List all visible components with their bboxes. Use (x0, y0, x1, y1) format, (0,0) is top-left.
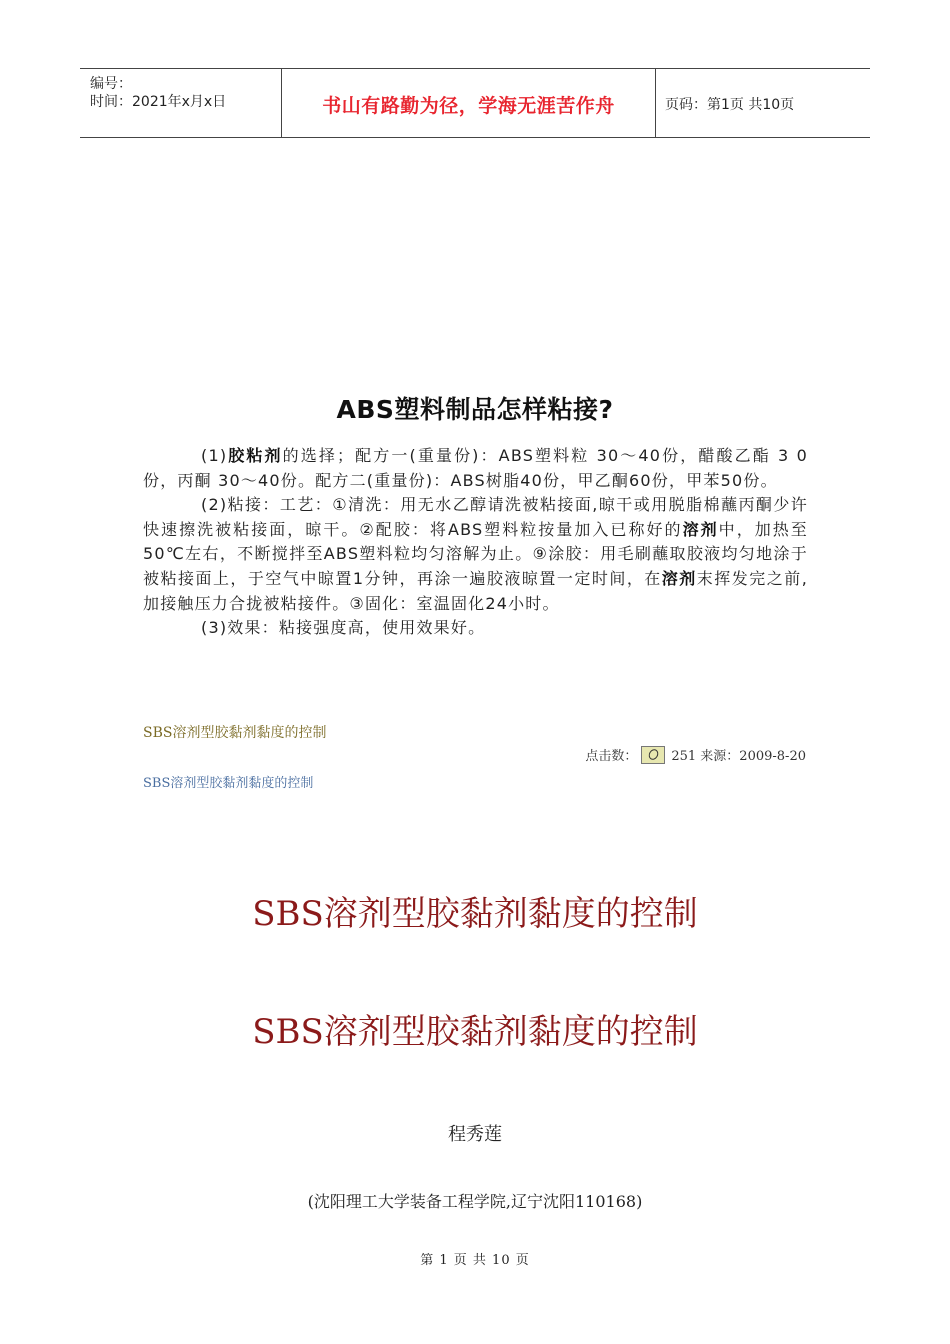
article-title: ABS塑料制品怎样粘接? (336, 395, 614, 424)
para1-text: 的选择；配方一(重量份)：ABS塑料粒 30～40份，醋酸乙酯 3 0份，丙酮 30～40份。配方二(重量份)：ABS树脂40份，甲乙酮60份，甲苯50份。 (143, 446, 808, 490)
subtitle-link[interactable]: SBS溶剂型胶黏剂黏度的控制 (143, 776, 314, 791)
article-body (143, 444, 808, 641)
keyword-solvent-2: 溶剂 (661, 568, 697, 588)
para1-prefix: (1) (201, 446, 228, 465)
author-name: 程秀莲 (448, 1124, 502, 1145)
motto: 书山有路勤为径，学海无涯苦作舟 (322, 95, 615, 117)
header-table (80, 68, 870, 138)
clicks-source: 251 来源：2009-8-20 (671, 749, 806, 764)
page-footer: 第 1 页 共 10 页 (420, 1253, 530, 1268)
keyword-adhesive: 胶粘剂 (227, 446, 283, 465)
number-label: 编号： (90, 76, 132, 92)
big-title-1: SBS溶剂型胶黏剂黏度的控制 (252, 894, 698, 934)
page-info: 页码：第1页 共10页 (665, 97, 795, 113)
header-center-cell (281, 69, 656, 137)
time-label: 时间：2021年x月x日 (90, 94, 227, 110)
header-left-cell (80, 69, 281, 137)
pencil-icon (641, 746, 665, 764)
para2-text-c: 末挥发完之前,加接触压力合拢被粘接件。③固化：室温固化24小时。 (143, 568, 808, 613)
keyword-solvent-1: 溶剂 (682, 519, 719, 539)
paragraph-2 (143, 493, 808, 616)
header-right-cell (655, 69, 870, 137)
big-title-2: SBS溶剂型胶黏剂黏度的控制 (252, 1012, 698, 1052)
para2-text-a: (2)粘接：工艺：①清洗：用无水乙醇请洗被粘接面,晾干或用脱脂棉蘸丙酮少许快速擦洗被粘接面，晾干。②配胶：将ABS塑料粒按量加入已称好的 (143, 495, 808, 539)
related-article-link[interactable]: SBS溶剂型胶黏剂黏度的控制 (143, 725, 327, 741)
para2-text-b: 中，加热至50℃左右，不断搅拌至ABS塑料粒均匀溶解为止。⑨涂胶：用毛刷蘸取胶液均匀地涂于被粘接面上，于空气中晾置1分钟，再涂一遍胶液晾置一定时间，在 (143, 519, 808, 588)
paragraph-3: (3)效果：粘接强度高，使用效果好。 (201, 618, 486, 638)
article-meta (585, 745, 806, 764)
author-affiliation: (沈阳理工大学装备工程学院,辽宁沈阳110168) (307, 1192, 643, 1211)
paragraph-1 (143, 444, 808, 493)
clicks-label: 点击数： (585, 749, 638, 764)
